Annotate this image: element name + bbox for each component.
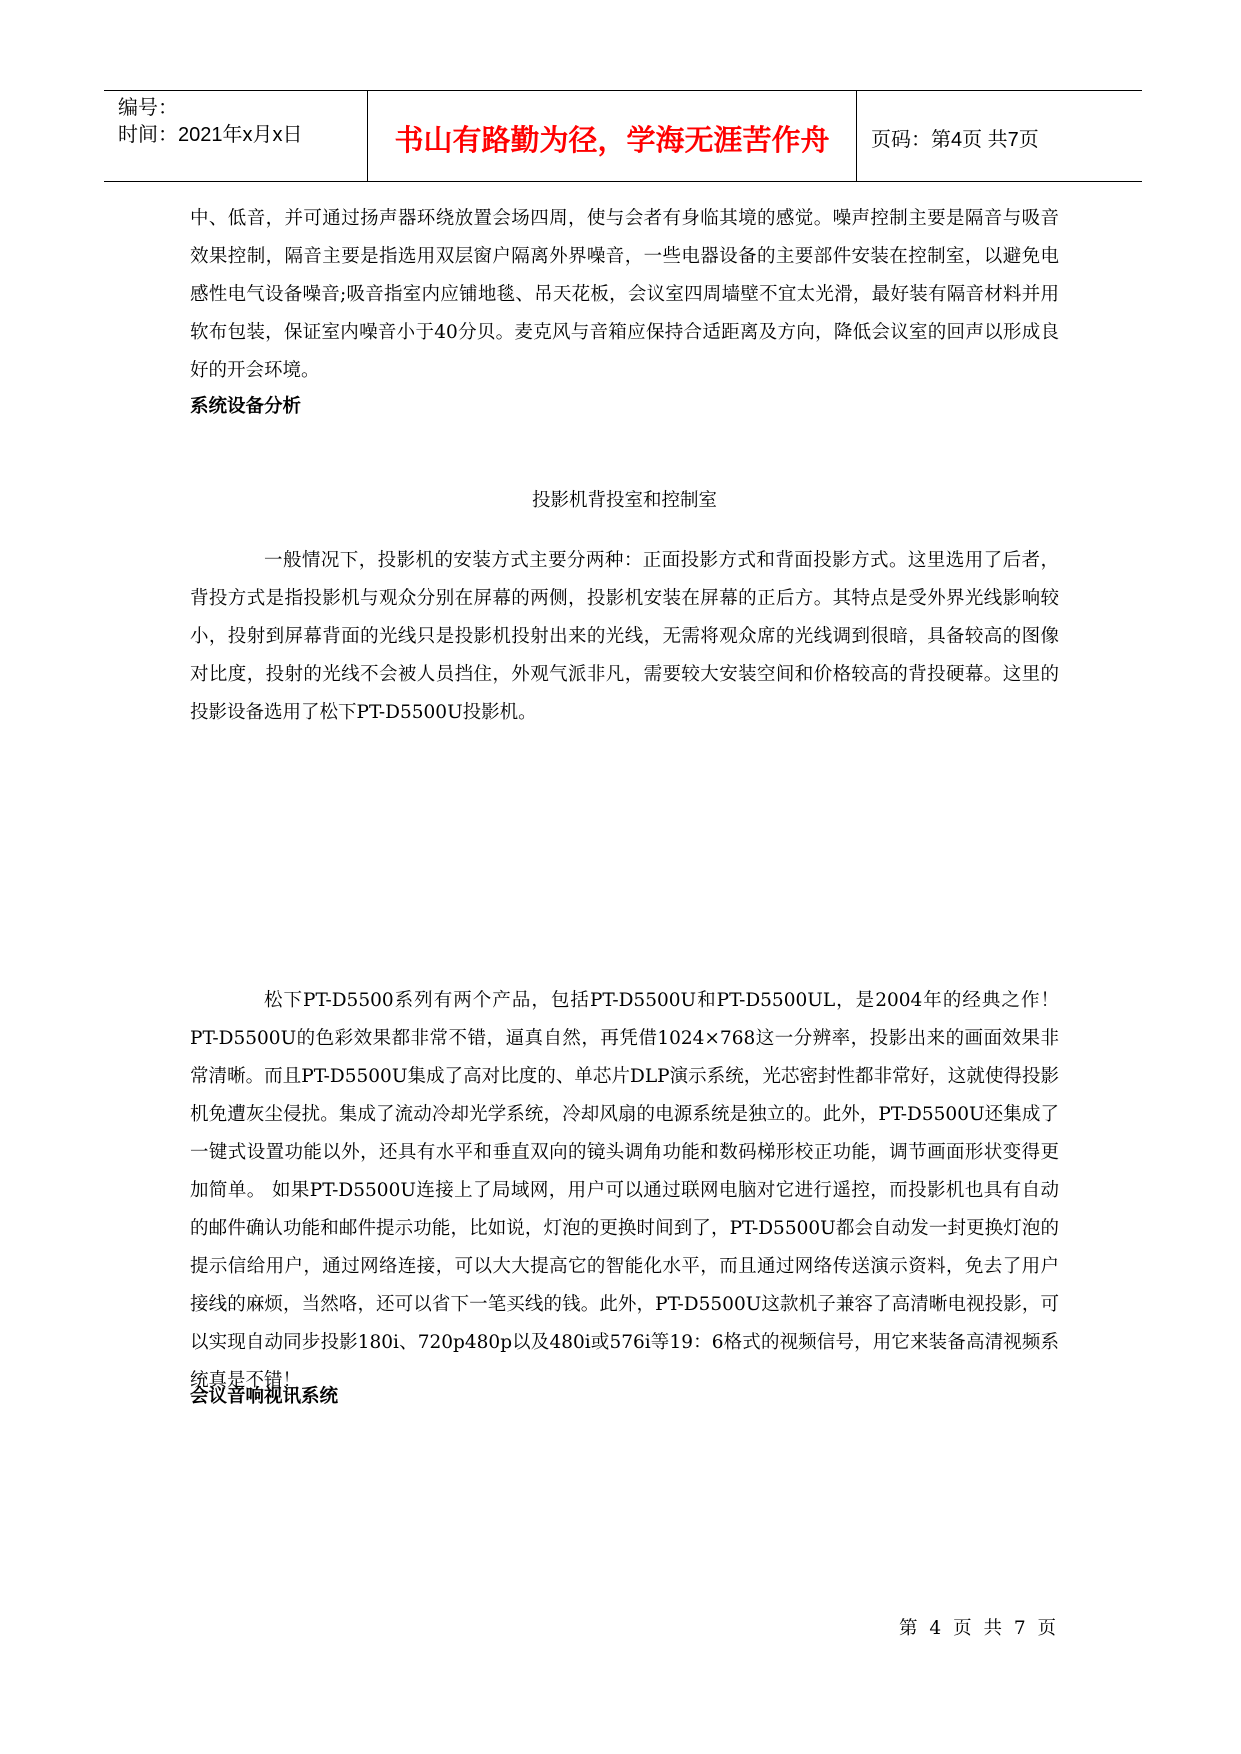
page-footer-number: 第 4 页 共 7 页 [899, 1618, 1056, 1639]
paragraph-panasonic-projector: 松下PT-D5500系列有两个产品，包括PT-D5500U和PT-D5500UL，是2004年的经典之作！PT-D5500U的色彩效果都非常不错，逼真自然，再凭借1024×768这一分辨率，投影出来的画面效果非常清晰。而且PT-D5500U集成了高对比度的、单芯片DLP演示系统，光芯密封性都非常好，这就使得投影机免遭灰尘侵扰。集成了流动冷却光学系统，冷却风扇的电源系统是独立的。此外，PT-D5500U还集成了一键式设置功能以外，还具有水平和垂直双向的镜头调角功能和数码梯形校正功能，调节画面形状变得更加简单。 如果PT-D5500U连接上了局域网，用户可以通过联网电脑对它进行遥控，而投影机也具有自动的邮件确认功能和邮件提示功能，比如说，灯泡的更换时间到了，PT-D5500U都会自动发一封更换灯泡的提示信给用户，通过网络连接，可以大大提高它的智能化水平，而且通过网络传送演示资料，免去了用户接线的麻烦，当然咯，还可以省下一笔买线的钱。此外，PT-D5500U这款机子兼容了高清晰电视投影，可以实现自动同步投影180i、720p480p以及480i或576i等19：6格式的视频信号，用它来装备高清视频系统真是不错！ [190, 990, 1059, 1391]
header-page-code-cell [857, 91, 1142, 181]
document-time-label: 时间：2021年x月x日 [118, 124, 303, 146]
section-heading-equipment-analysis: 系统设备分析 [190, 396, 302, 417]
header-motto: 书山有路勤为径，学海无涯苦作舟 [394, 122, 830, 157]
paragraph-projection-methods: 一般情况下，投影机的安装方式主要分两种：正面投影方式和背面投影方式。这里选用了后者，背投方式是指投影机与观众分别在屏幕的两侧，投影机安装在屏幕的正后方。其特点是受外界光线影响较小，投射到屏幕背面的光线只是投影机投射出来的光线，无需将观众席的光线调到很暗，具备较高的图像对比度，投射的光线不会被人员挡住，外观气派非凡，需要较大安装空间和价格较高的背投硬幕。这里的投影设备选用了松下PT-D5500U投影机。 [190, 550, 1059, 723]
subsection-title-projector-room: 投影机背投室和控制室 [531, 490, 717, 511]
paragraph-noise-control: 中、低音，并可通过扬声器环绕放置会场四周，使与会者有身临其境的感觉。噪声控制主要是隔音与吸音效果控制，隔音主要是指选用双层窗户隔离外界噪音，一些电器设备的主要部件安装在控制室，以避免电感性电气设备噪音;吸音指室内应铺地毯、吊天花板，会议室四周墙壁不宜太光滑，最好装有隔音材料并用软布包装，保证室内噪音小于40分贝。麦克风与音箱应保持合适距离及方向，降低会议室的回声以形成良好的开会环境。 [190, 208, 1059, 381]
document-number-label: 编号： [118, 97, 178, 119]
header-left-cell [104, 91, 368, 181]
header-motto-cell [368, 91, 857, 181]
section-heading-av-system: 会议音响视讯系统 [190, 1386, 339, 1407]
header-page-code: 页码：第4页 共7页 [871, 128, 1039, 151]
page-header [104, 90, 1142, 182]
